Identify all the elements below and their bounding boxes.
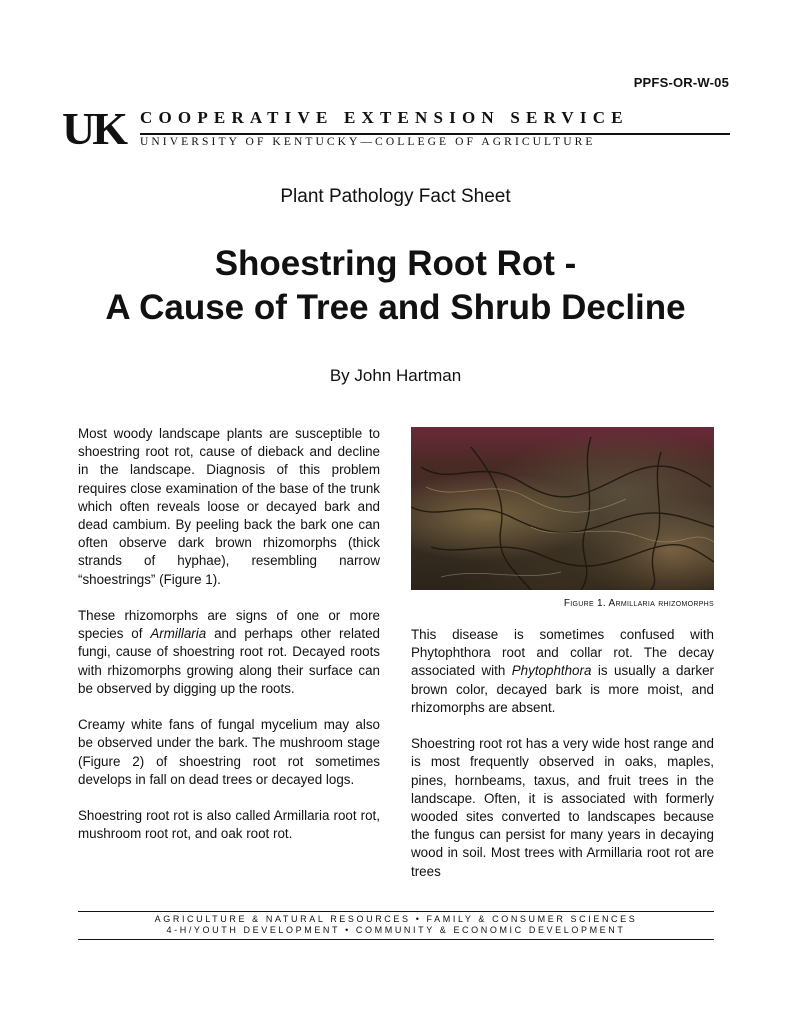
page-title [0, 242, 791, 330]
footer-rule-bottom [78, 939, 714, 940]
genus-name: Phytophthora [511, 663, 592, 679]
footer-programs-line-1: AGRICULTURE & NATURAL RESOURCES • FAMILY & CONSUMER SCIENCES [154, 914, 638, 924]
footer-programs-line-2: 4-H/YOUTH DEVELOPMENT • COMMUNITY & ECONOMIC DEVELOPMENT [166, 925, 626, 935]
organization-name: COOPERATIVE EXTENSION SERVICE [140, 108, 629, 127]
paragraph: Most woody landscape plants are susceptible to shoestring root rot, cause of dieback and decline in the landscape. Diagnosis of this problem requires close examination of the base of the trunk which often reveals loose or decayed bark and dead cambium. By peeling back the bark one can often observe dark brown rhizomorphs (thick strands of hyphae), resembling narrow “shoestrings” (Figure 1). [78, 426, 380, 587]
paragraph: Shoestring root rot has a very wide host range and is most frequently observed in oaks, maples, pines, hornbeams, taxus, and fruit trees in the landscape. Often, it is associated with formerly wooded sites converted to landscapes because the fungus can persist for many years in decaying wood in soil. Most trees with Armillaria root rot are trees [411, 736, 714, 879]
uk-logo: UK [62, 103, 125, 154]
paragraph: This disease is sometimes confused with Phytophthora root and collar rot. The decay associated with Phytophthora is usually a darker brown color, decayed bark is more moist, and rhizomorphs are absent. [411, 627, 714, 715]
right-column [411, 626, 714, 899]
genus-name: Armillaria [150, 626, 207, 642]
figure-1-caption: Figure 1. Armillaria rhizomorphs [563, 598, 714, 609]
document-id: PPFS-OR-W-05 [633, 75, 729, 90]
masthead [62, 103, 730, 154]
paragraph: Shoestring root rot is also called Armillaria root rot, mushroom root rot, and oak root rot. [78, 808, 380, 842]
masthead-rule [140, 133, 730, 135]
title-line-2: A Cause of Tree and Shrub Decline [105, 288, 686, 327]
footer-rule-top [78, 911, 714, 912]
paragraph: These rhizomorphs are signs of one or more species of Armillaria and perhaps other related fungi, cause of shoestring root rot. Decayed roots with rhizomorphs growing along their surface can be observed by digging up the roots. [78, 608, 380, 696]
series-title: Plant Pathology Fact Sheet [280, 186, 511, 207]
figure-1-photo [411, 427, 714, 590]
rhizomorph-texture [411, 427, 714, 590]
organization-subtitle: UNIVERSITY OF KENTUCKY—COLLEGE OF AGRICULTURE [140, 136, 596, 148]
left-column [78, 425, 380, 862]
title-line-1: Shoestring Root Rot - [214, 244, 577, 283]
author-byline: By John Hartman [329, 366, 462, 385]
paragraph: Creamy white fans of fungal mycelium may also be observed under the bark. The mushroom stage (Figure 2) of shoestring root rot sometimes develops in fall on dead trees or decayed logs. [78, 717, 380, 787]
